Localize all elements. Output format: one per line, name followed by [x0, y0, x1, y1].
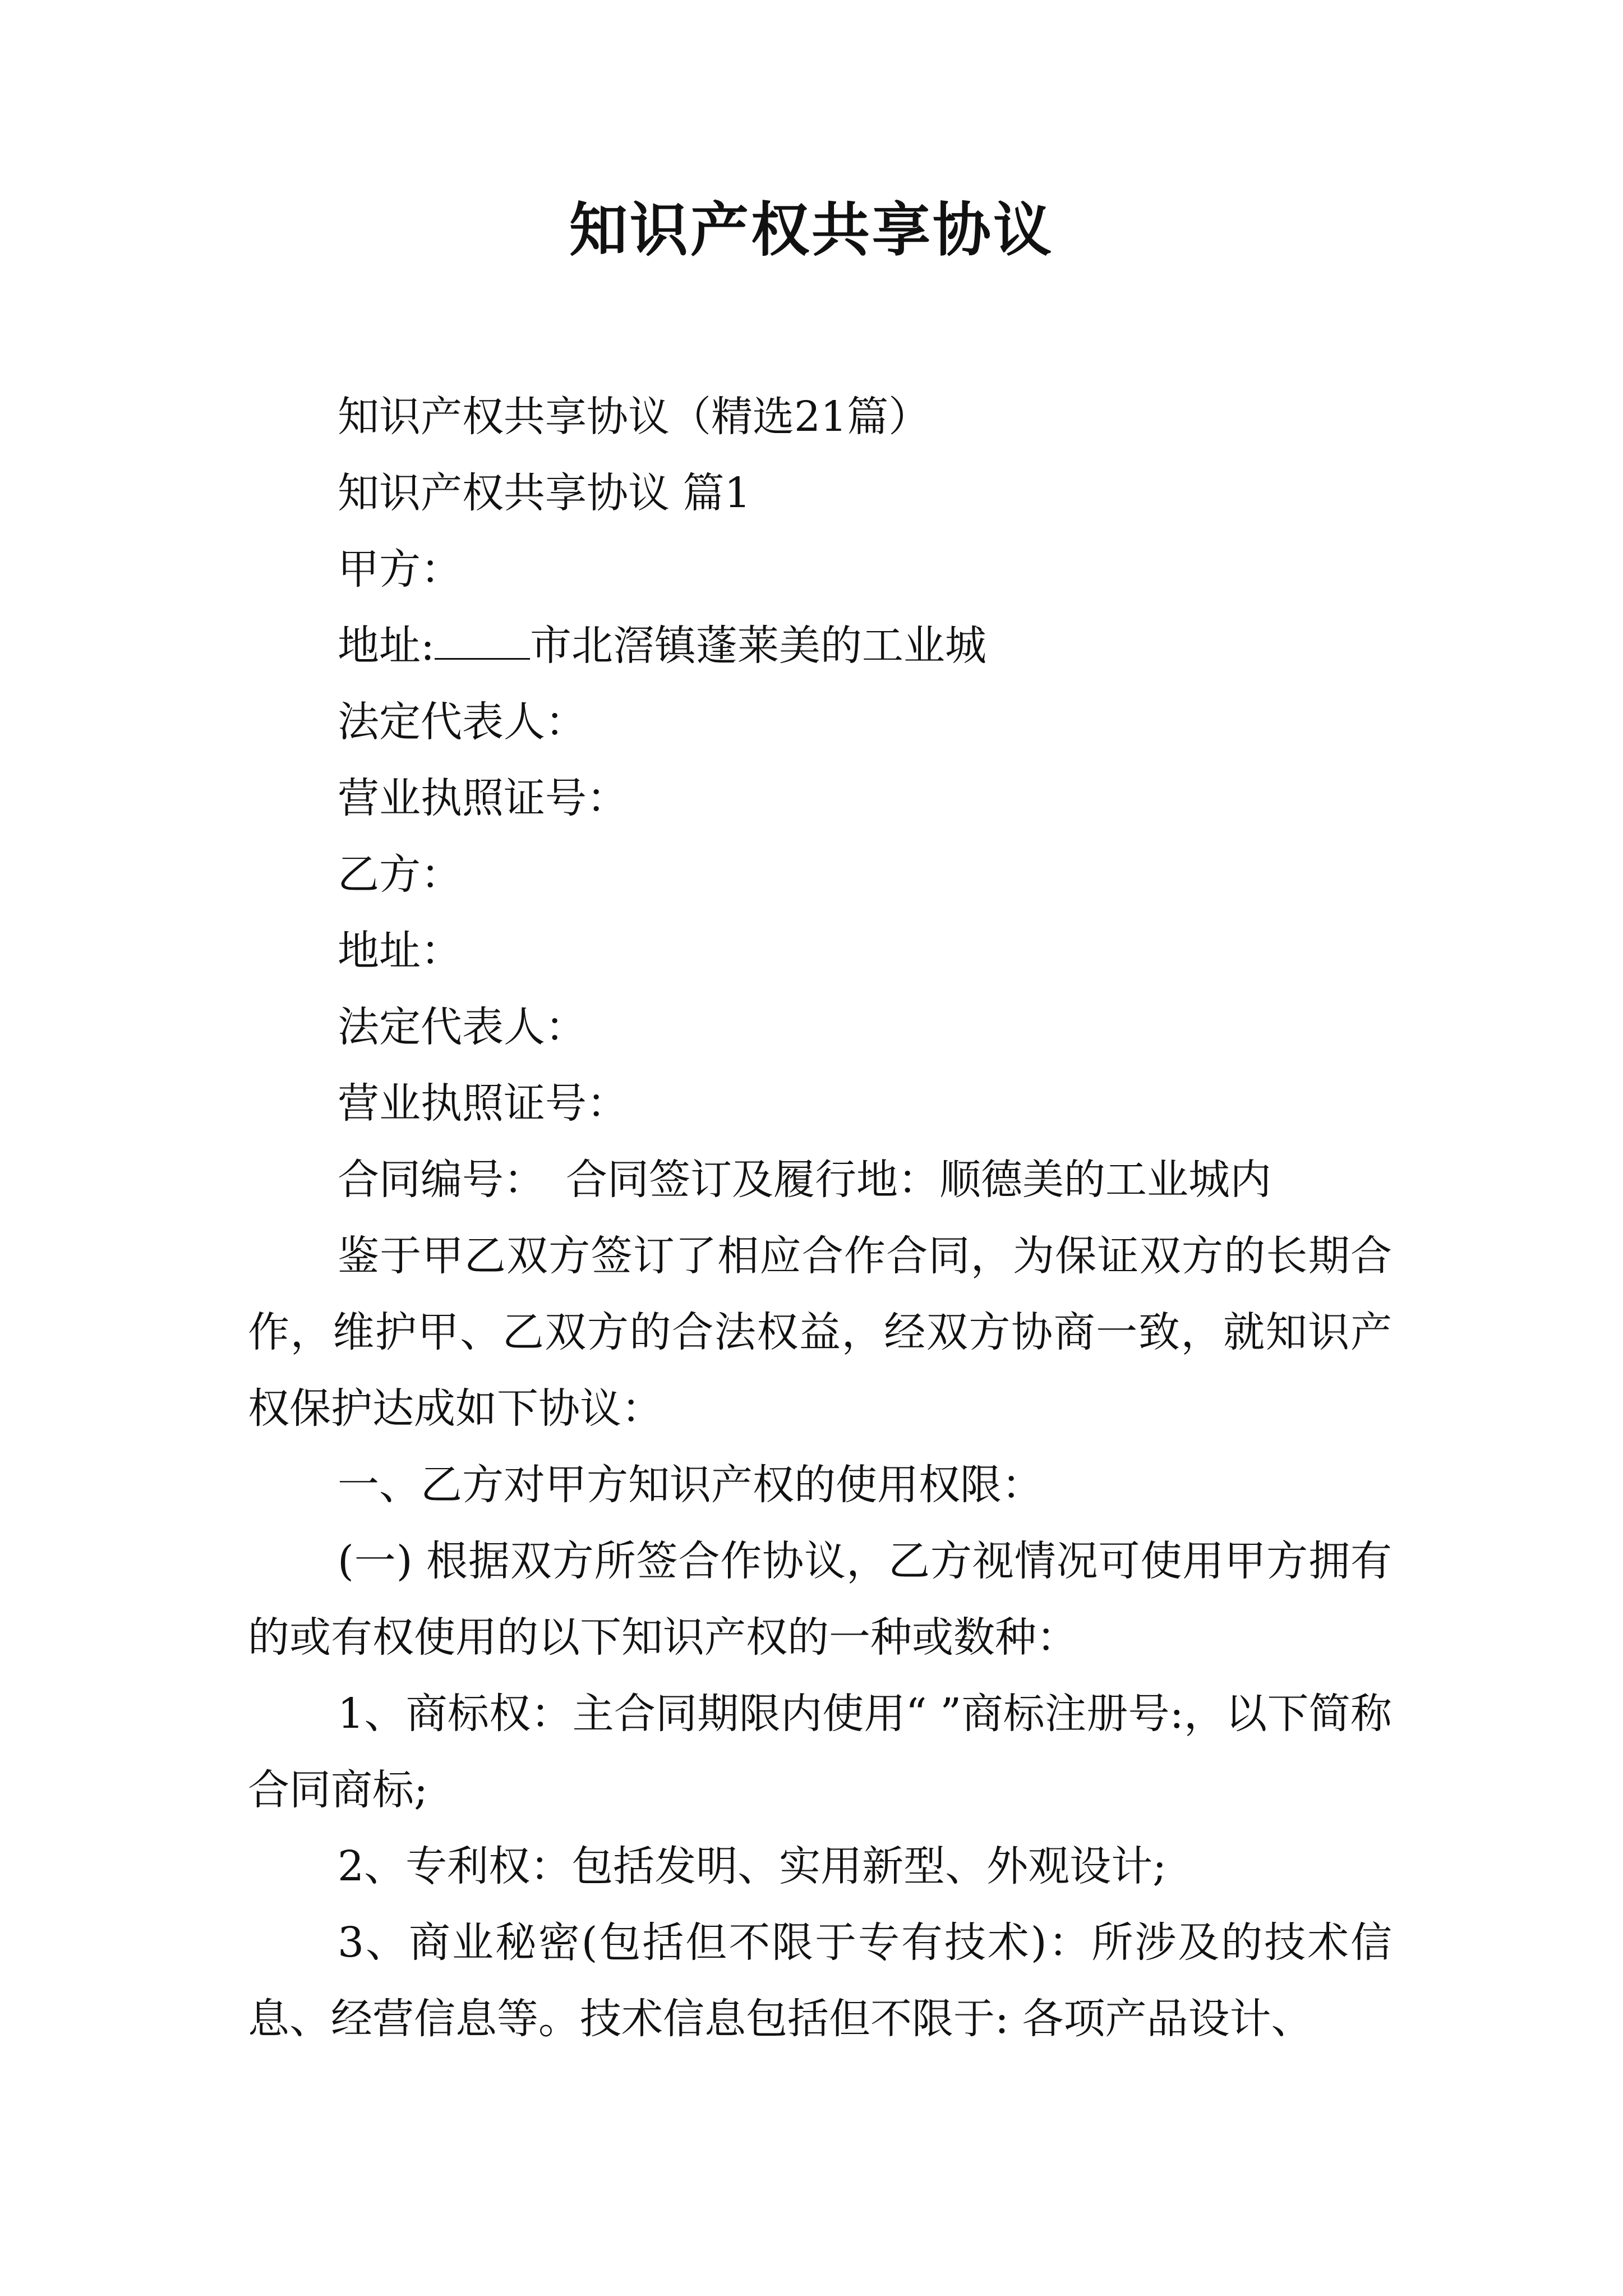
clause-patent: 2、专利权：包括发明、实用新型、外观设计;	[338, 1842, 1167, 1890]
document-title: 知识产权共享协议	[569, 195, 1054, 264]
paragraph-preamble: 鉴于甲乙双方签订了相应合作合同，为保证双方的长期合作，维护甲、乙双方的合法权益，经双方协商一致，就知识产权保护达成如下协议：	[248, 1232, 1392, 1433]
clause-trademark: 1、商标权：主合同期限内使用“ ”商标注册号:，以下简称合同商标;	[248, 1690, 1392, 1814]
party-b-legal-rep: 法定代表人：	[338, 1003, 587, 1051]
party-a-label: 甲方：	[338, 545, 462, 593]
contract-number-location: 合同编号： 合同签订及履行地：顺德美的工业城内	[338, 1156, 1271, 1204]
paragraph-subtitle: 知识产权共享协议（精选21篇）	[338, 393, 930, 441]
document-body	[248, 379, 1392, 2057]
party-b-address: 地址：	[338, 927, 462, 975]
party-a-address	[248, 608, 1392, 684]
paragraph-section-heading: 知识产权共享协议 篇1	[338, 469, 751, 517]
blank-underline	[435, 624, 530, 660]
clause-1-1: (一) 根据双方所签合作协议，乙方视情况可使用甲方拥有的或有权使用的以下知识产权的一种或数种：	[248, 1537, 1392, 1662]
party-b-license: 营业执照证号：	[338, 1079, 628, 1128]
address-label: 地址:	[338, 622, 435, 670]
party-a-legal-rep: 法定代表人：	[338, 698, 587, 746]
clause-heading-1: 一、乙方对甲方知识产权的使用权限：	[338, 1461, 1043, 1509]
address-value: 市北滘镇蓬莱美的工业城	[529, 622, 986, 670]
clause-trade-secret: 3、商业秘密(包括但不限于专有技术)：所涉及的技术信息、经营信息等。技术信息包括但不限于: 各项产品设计、	[248, 1918, 1392, 2043]
party-a-license: 营业执照证号：	[338, 774, 628, 822]
party-b-label: 乙方：	[338, 850, 462, 899]
